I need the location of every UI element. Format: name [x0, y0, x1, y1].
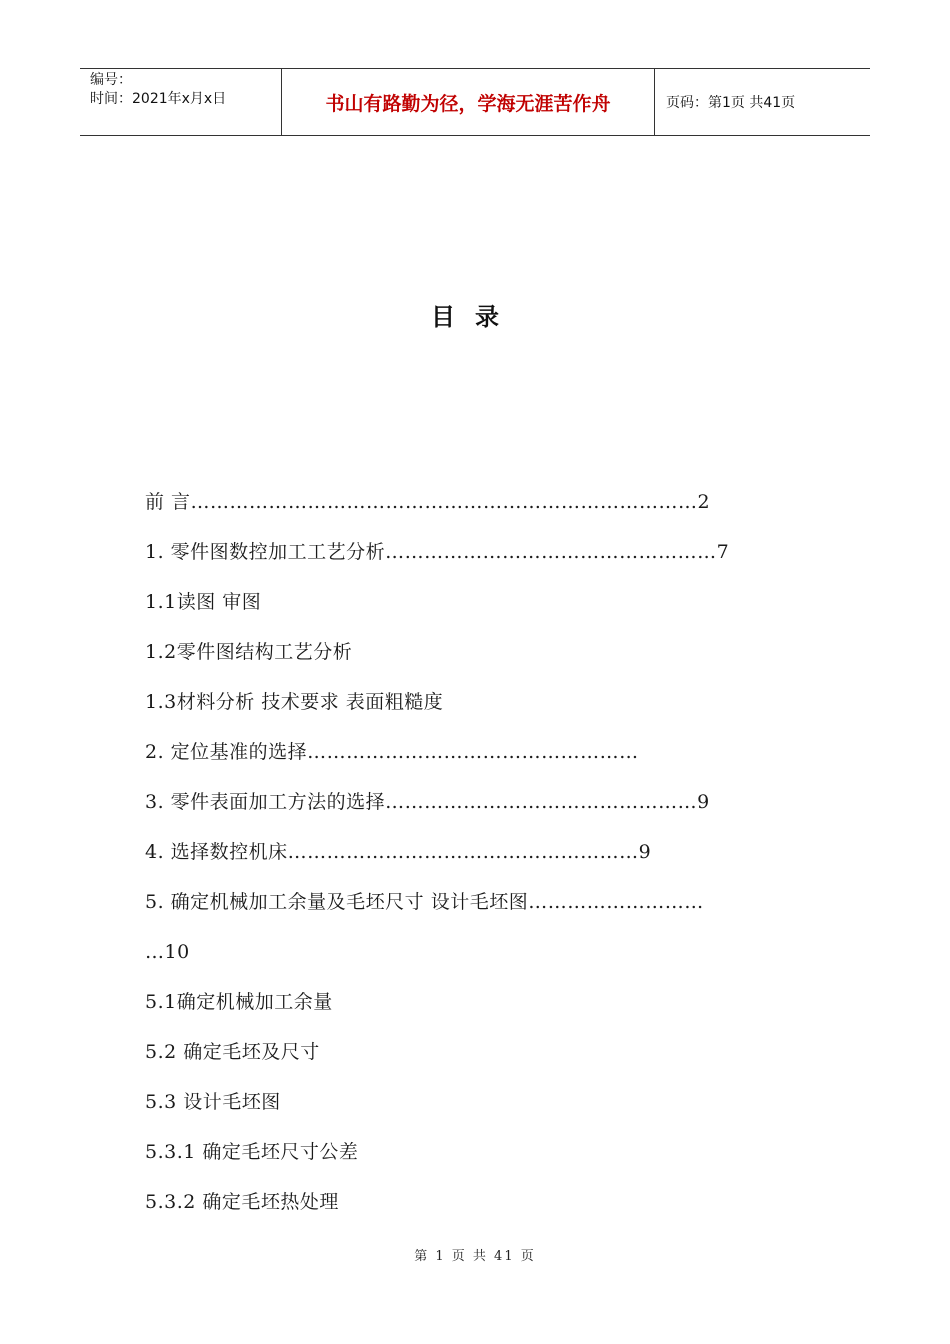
toc-entry[interactable]: 5.3 设计毛坯图: [145, 1091, 281, 1113]
toc-entry[interactable]: 3. 零件表面加工方法的选择…………………………………………9: [145, 791, 710, 813]
header-motto: 书山有路勤为径，学海无涯苦作舟: [325, 92, 611, 115]
toc-entry[interactable]: 5.3.1 确定毛坯尺寸公差: [145, 1141, 359, 1163]
page-footer: 第 1 页 共 41 页: [414, 1249, 536, 1264]
header-meta: [90, 71, 226, 109]
toc-entry[interactable]: 5. 确定机械加工余量及毛坯尺寸 设计毛坯图………………………: [145, 891, 704, 913]
document-number-label: 编号：: [90, 72, 132, 88]
table-of-contents: [145, 486, 810, 1236]
toc-entry[interactable]: 2. 定位基准的选择……………………………………………: [145, 741, 639, 763]
toc-entry[interactable]: 5.3.2 确定毛坯热处理: [145, 1191, 339, 1213]
toc-entry[interactable]: 5.1确定机械加工余量: [145, 991, 333, 1013]
toc-entry[interactable]: 前 言……………………………………………………………………2: [145, 491, 711, 513]
toc-entry[interactable]: 5.2 确定毛坯及尺寸: [145, 1041, 320, 1063]
document-header: [80, 68, 870, 136]
toc-entry[interactable]: 1.3材料分析 技术要求 表面粗糙度: [145, 691, 444, 713]
header-divider: [654, 69, 655, 135]
toc-entry[interactable]: 1. 零件图数控加工工艺分析……………………………………………7: [145, 541, 730, 563]
page-title: 目录: [431, 303, 519, 331]
toc-entry[interactable]: 1.1读图 审图: [145, 591, 262, 613]
toc-entry[interactable]: 4. 选择数控机床………………………………………………9: [145, 841, 652, 863]
header-page-info: 页码：第1页 共41页: [666, 95, 796, 111]
toc-entry[interactable]: …10: [145, 941, 190, 963]
document-time-label: 时间：2021年x月x日: [90, 91, 227, 107]
toc-entry[interactable]: 1.2零件图结构工艺分析: [145, 641, 353, 663]
